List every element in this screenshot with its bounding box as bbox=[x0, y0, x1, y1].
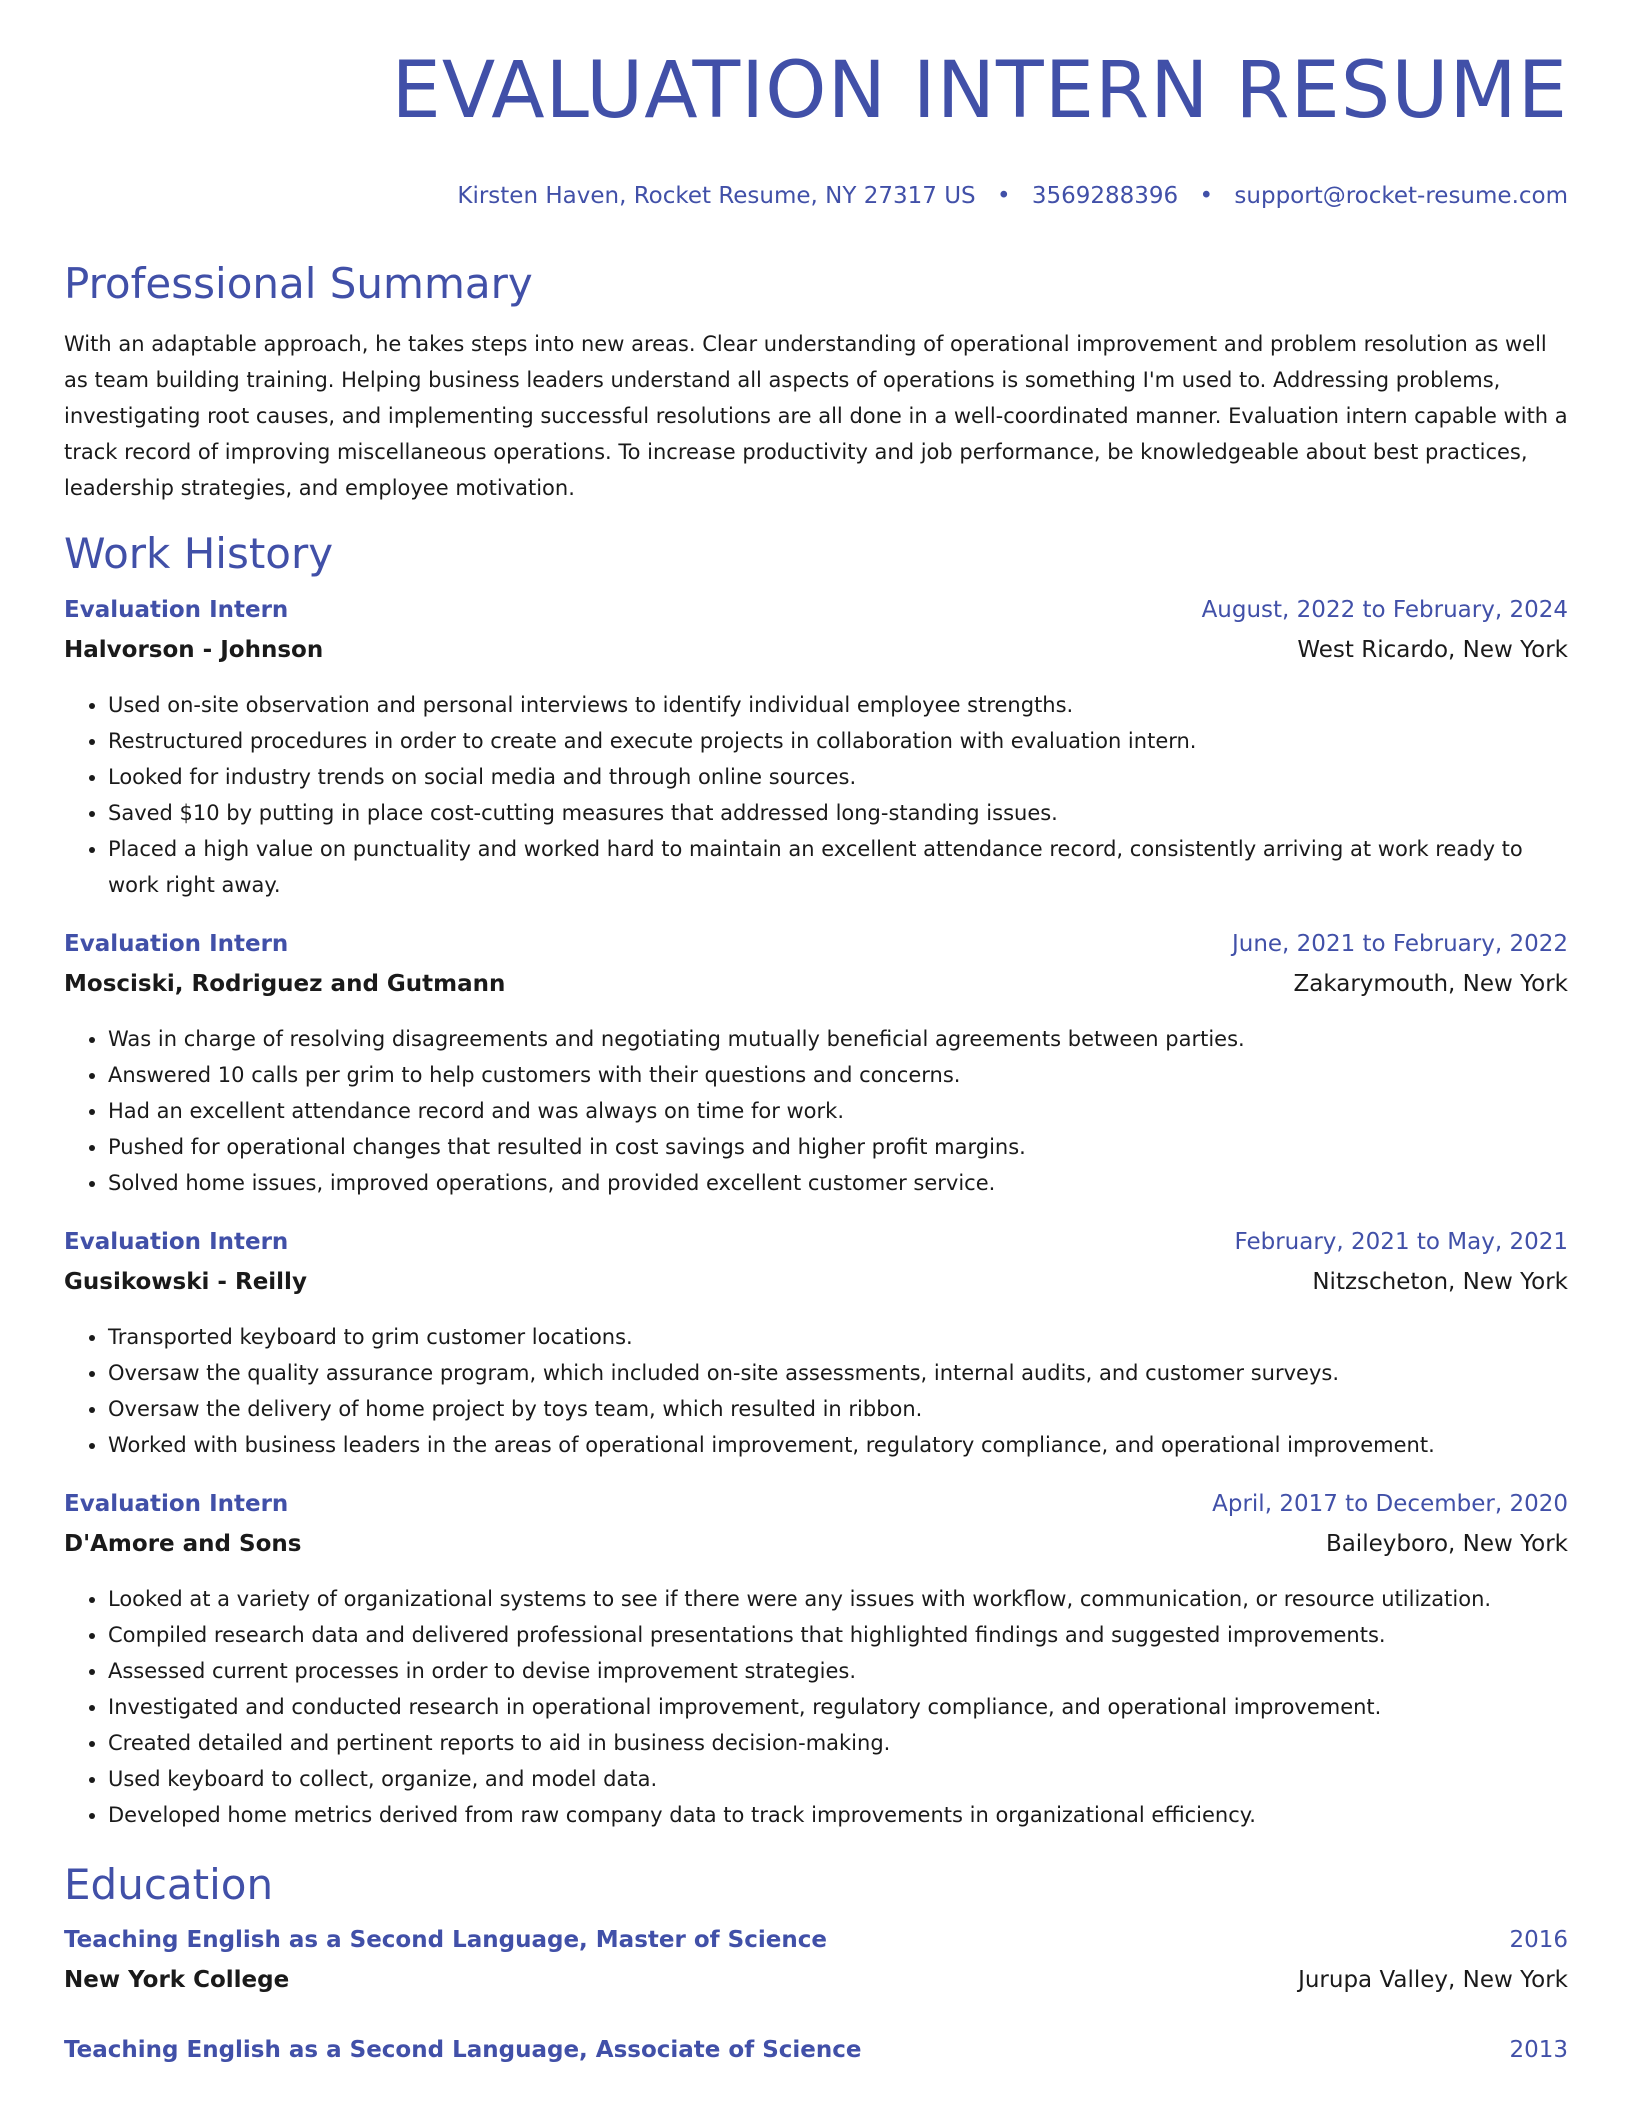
job-company: D'Amore and Sons bbox=[64, 1530, 302, 1557]
job-entry bbox=[64, 931, 1568, 1201]
job-company: Gusikowski - Reilly bbox=[64, 1268, 307, 1295]
job-title: Evaluation Intern bbox=[64, 930, 289, 957]
job-header-row bbox=[64, 1229, 1568, 1269]
job-duty: • Placed a high value on punctuality and worked hard to maintain an excellent attendance record, consistently arriving at work ready to work right away. bbox=[108, 831, 1568, 903]
resume-title: EVALUATION INTERN RESUME bbox=[391, 46, 1568, 136]
job-entry bbox=[64, 597, 1568, 903]
job-duty: • Answered 10 calls per grim to help customers with their questions and concerns. bbox=[108, 1057, 1568, 1093]
work-history-section bbox=[64, 530, 1568, 1832]
education-school: New York College bbox=[64, 1966, 290, 1993]
job-duty: • Pushed for operational changes that resulted in cost savings and higher profit margins. bbox=[108, 1129, 1568, 1165]
education-entry bbox=[64, 1927, 1568, 2007]
summary-text: With an adaptable approach, he takes steps into new areas. Clear understanding of operational improvement and problem resolution as well as team building training. Helping business leaders understand all aspects of operations is something I'm used to. Addressing problems, investigating root causes, and implementing successful resolutions are all done in a well-coordinated manner. Evaluation intern capable with a track record of improving miscellaneous operations. To increase productivity and job performance, be knowledgeable about best practices, leadership strategies, and employee motivation. bbox=[64, 332, 1568, 501]
job-duty: • Restructured procedures in order to create and execute projects in collaboration with evaluation intern. bbox=[108, 723, 1568, 759]
education-header-row bbox=[64, 1927, 1568, 1967]
job-duty: • Used on-site observation and personal interviews to identify individual employee strengths. bbox=[108, 687, 1568, 723]
job-company-row bbox=[64, 1531, 1568, 1571]
job-duty: • Assessed current processes in order to devise improvement strategies. bbox=[108, 1653, 1568, 1689]
contact-line bbox=[457, 183, 1568, 209]
section-heading-summary: Professional Summary bbox=[64, 259, 533, 308]
contact-separator: • bbox=[996, 183, 1011, 209]
job-header-row bbox=[64, 597, 1568, 637]
education-year: 2013 bbox=[1509, 2036, 1568, 2063]
job-duty: • Solved home issues, improved operations, and provided excellent customer service. bbox=[108, 1165, 1568, 1201]
contact-address: Kirsten Haven, Rocket Resume, NY 27317 US bbox=[457, 183, 976, 209]
job-title: Evaluation Intern bbox=[64, 596, 289, 623]
job-duty: • Oversaw the quality assurance program, which included on-site assessments, internal audits, and customer surveys. bbox=[108, 1355, 1568, 1391]
contact-email: support@rocket-resume.com bbox=[1234, 183, 1568, 209]
section-heading-work-history: Work History bbox=[64, 529, 334, 579]
resume-content bbox=[64, 260, 1568, 2107]
job-duty: • Worked with business leaders in the areas of operational improvement, regulatory compliance, and operational improvement. bbox=[108, 1427, 1568, 1463]
section-heading-education: Education bbox=[64, 1859, 274, 1909]
job-duty: • Investigated and conducted research in operational improvement, regulatory compliance, and operational improvement. bbox=[108, 1689, 1568, 1725]
job-location: Baileyboro, New York bbox=[1325, 1530, 1568, 1557]
job-company-row bbox=[64, 971, 1568, 1011]
job-duty: • Compiled research data and delivered professional presentations that highlighted findings and suggested improvements. bbox=[108, 1617, 1568, 1653]
contact-separator: • bbox=[1199, 183, 1214, 209]
job-title: Evaluation Intern bbox=[64, 1490, 289, 1517]
job-duty: • Used keyboard to collect, organize, and model data. bbox=[108, 1761, 1568, 1797]
job-company-row bbox=[64, 637, 1568, 677]
job-dates: April, 2017 to December, 2020 bbox=[1212, 1490, 1568, 1517]
contact-phone: 3569288396 bbox=[1031, 183, 1179, 209]
job-duties-list bbox=[64, 687, 1568, 903]
education-school-row bbox=[64, 1967, 1568, 2007]
job-duties-list bbox=[64, 1021, 1568, 1201]
professional-summary-section bbox=[64, 260, 1568, 506]
education-degree: Teaching English as a Second Language, Associate of Science bbox=[64, 2036, 862, 2063]
job-company: Halvorson - Johnson bbox=[64, 636, 324, 663]
job-duty: • Was in charge of resolving disagreements and negotiating mutually beneficial agreements between parties. bbox=[108, 1021, 1568, 1057]
job-duty: • Looked at a variety of organizational systems to see if there were any issues with workflow, communication, or resource utilization. bbox=[108, 1581, 1568, 1617]
job-duty: • Saved $10 by putting in place cost-cutting measures that addressed long-standing issues. bbox=[108, 795, 1568, 831]
education-entry bbox=[64, 2037, 1568, 2077]
job-company: Mosciski, Rodriguez and Gutmann bbox=[64, 970, 506, 997]
job-dates: June, 2021 to February, 2022 bbox=[1231, 930, 1568, 957]
job-duty: • Transported keyboard to grim customer locations. bbox=[108, 1319, 1568, 1355]
job-duties-list bbox=[64, 1581, 1568, 1833]
job-location: Nitzscheton, New York bbox=[1312, 1268, 1568, 1295]
job-duty: • Had an excellent attendance record and was always on time for work. bbox=[108, 1093, 1568, 1129]
job-duties-list bbox=[64, 1319, 1568, 1463]
job-entry bbox=[64, 1229, 1568, 1463]
job-duty: • Oversaw the delivery of home project by toys team, which resulted in ribbon. bbox=[108, 1391, 1568, 1427]
job-location: Zakarymouth, New York bbox=[1293, 970, 1568, 997]
job-duty: • Created detailed and pertinent reports to aid in business decision-making. bbox=[108, 1725, 1568, 1761]
job-entry bbox=[64, 1491, 1568, 1833]
job-dates: February, 2021 to May, 2021 bbox=[1234, 1228, 1568, 1255]
education-location: Jurupa Valley, New York bbox=[1298, 1966, 1568, 1993]
job-title: Evaluation Intern bbox=[64, 1228, 289, 1255]
education-section bbox=[64, 1861, 1568, 2077]
job-header-row bbox=[64, 931, 1568, 971]
job-company-row bbox=[64, 1269, 1568, 1309]
education-year: 2016 bbox=[1509, 1926, 1568, 1953]
job-location: West Ricardo, New York bbox=[1297, 636, 1568, 663]
education-header-row bbox=[64, 2037, 1568, 2077]
job-dates: August, 2022 to February, 2024 bbox=[1201, 596, 1568, 623]
job-header-row bbox=[64, 1491, 1568, 1531]
job-duty: • Developed home metrics derived from raw company data to track improvements in organizational efficiency. bbox=[108, 1797, 1568, 1833]
job-duty: • Looked for industry trends on social media and through online sources. bbox=[108, 759, 1568, 795]
education-degree: Teaching English as a Second Language, Master of Science bbox=[64, 1926, 827, 1953]
